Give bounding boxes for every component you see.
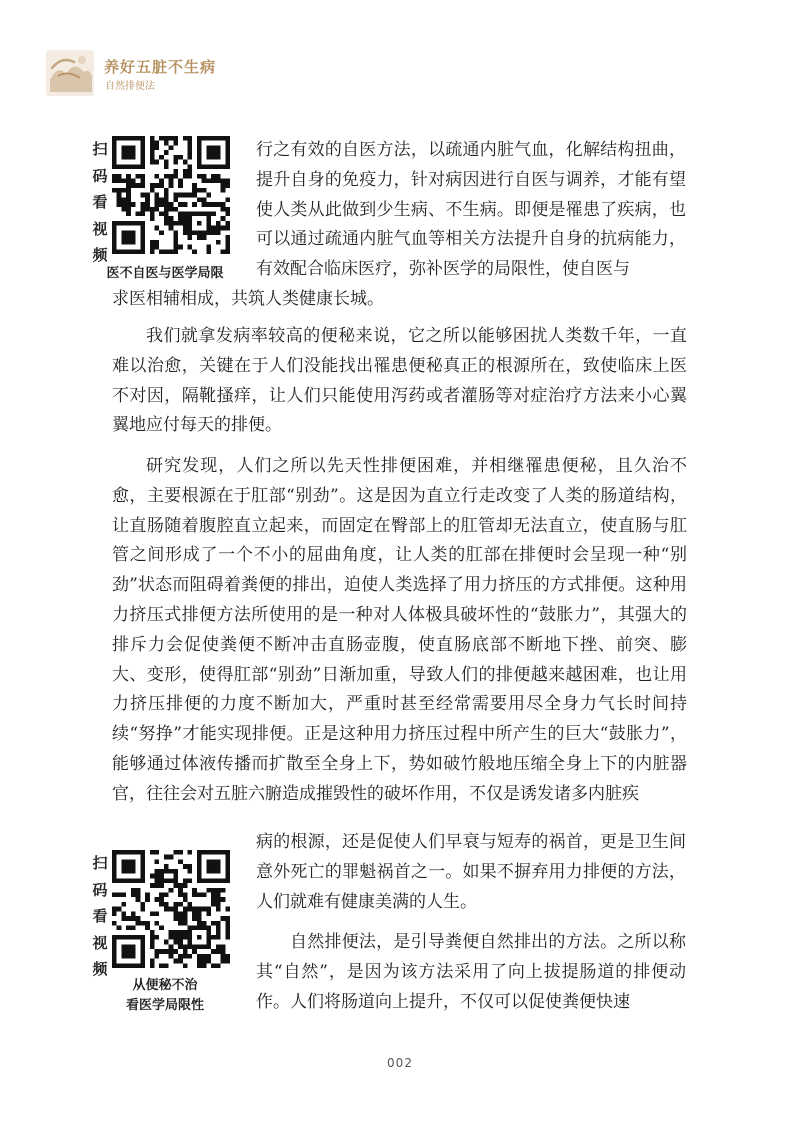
- scan-prompt-char: 码: [92, 880, 108, 899]
- paragraph-2: 我们就拿发病率较高的便秘来说，它之所以能够困扰人类数千年，一直难以治愈，关键在于人们没能找出罹患便秘真正的根源所在，致使临床上医不对因，隔靴搔痒，让人们只能使用泻药或者灌肠等对症治疗方法来小心翼翼地应付每天的排便。: [112, 326, 687, 436]
- scan-prompt-char: 视: [92, 219, 108, 238]
- scan-prompt-char: 看: [92, 907, 108, 925]
- qr-caption-line: 看医学局限性: [125, 998, 204, 1013]
- scan-prompt-char: 扫: [92, 854, 108, 872]
- series-title: 养好五脏不生病: [104, 58, 217, 76]
- qr-code-icon[interactable]: [112, 136, 230, 254]
- qr-video-block-1: [90, 136, 240, 286]
- scan-prompt-vertical: [90, 850, 110, 983]
- scan-prompt-char: 频: [92, 960, 108, 978]
- qr-code-icon[interactable]: [112, 850, 230, 968]
- paragraph-1-part-1: 行之有效的自医方法，以疏通内脏气血，化解结构扭曲，提升自身的免疫力，针对病因进行自医与调养，才能有望使人类从此做到少生病、不生病。即便是罹患了疾病，也可以通过疏通内脏气血等相关方法提升自身的抗病能力，有效配合临床医疗，弥补医学的局限性，使自医与: [256, 140, 686, 280]
- scan-prompt-char: 看: [92, 193, 108, 211]
- paragraph-3-part-2: 病的根源，还是促使人们早衰与短寿的祸首，更是卫生间意外死亡的罪魁祸首之一。如果不摒弃用力排便的方法，人们就难有健康美满的人生。: [256, 832, 686, 912]
- ink-wash-landscape-icon: [44, 46, 96, 98]
- qr-caption: [90, 976, 240, 1016]
- paragraph-4: 自然排便法，是引导粪便自然排出的方法。之所以称其“自然”，是因为该方法采用了向上拔提肠道的排便动作。人们将肠道向上提升，不仅可以促使粪便快速: [256, 932, 686, 1012]
- scan-prompt-char: 码: [92, 166, 108, 185]
- scan-prompt-vertical: [90, 136, 110, 269]
- scan-prompt-char: 频: [92, 246, 108, 264]
- scan-prompt-char: 扫: [92, 140, 108, 158]
- series-subtitle: 自然排便法: [105, 81, 155, 92]
- paragraph-3-part-1: 研究发现，人们之所以先天性排便困难，并相继罹患便秘，且久治不愈，主要根源在于肛部“别劲”。这是因为直立行走改变了人类的肠道结构，让直肠随着腹腔直立起来，而固定在臀部上的肛管却无法直立，使直肠与肛管之间形成了一个不小的屈曲角度，让人类的肛部在排便时会呈现一种“别劲”状态而阻碍着粪便的排出，迫使人类选择了用力挤压的方式排便。这种用力挤压式排便方法所使用的是一种对人体极具破坏性的“鼓胀力”，其强大的排斥力会促使粪便不断冲击直肠壶腹，使直肠底部不断地下挫、前突、膨大、变形，使得肛部“别劲”日渐加重，导致人们的排便越来越困难，也让用力挤压排便的力度不断加大，严重时甚至经常需要用尽全身力气长时间持续“努挣”才能实现排便。正是这种用力挤压过程中所产生的巨大“鼓胀力”，能够通过体液传播而扩散至全身上下，势如破竹般地压缩全身上下的内脏器官，往往会对五脏六腑造成摧毁性的破坏作用，不仅是诱发诸多内脏疾: [112, 456, 687, 804]
- qr-caption-line: 医不自医与医学局限: [106, 266, 224, 281]
- qr-video-block-2: [90, 850, 240, 1020]
- qr-caption-line: 从便秘不治: [132, 978, 198, 993]
- qr-caption: [90, 264, 240, 284]
- page-number: 002: [387, 1056, 413, 1070]
- paragraph-1-part-2: 求医相辅相成，共筑人类健康长城。: [112, 289, 384, 309]
- running-header: [44, 44, 244, 104]
- scan-prompt-char: 视: [92, 933, 108, 952]
